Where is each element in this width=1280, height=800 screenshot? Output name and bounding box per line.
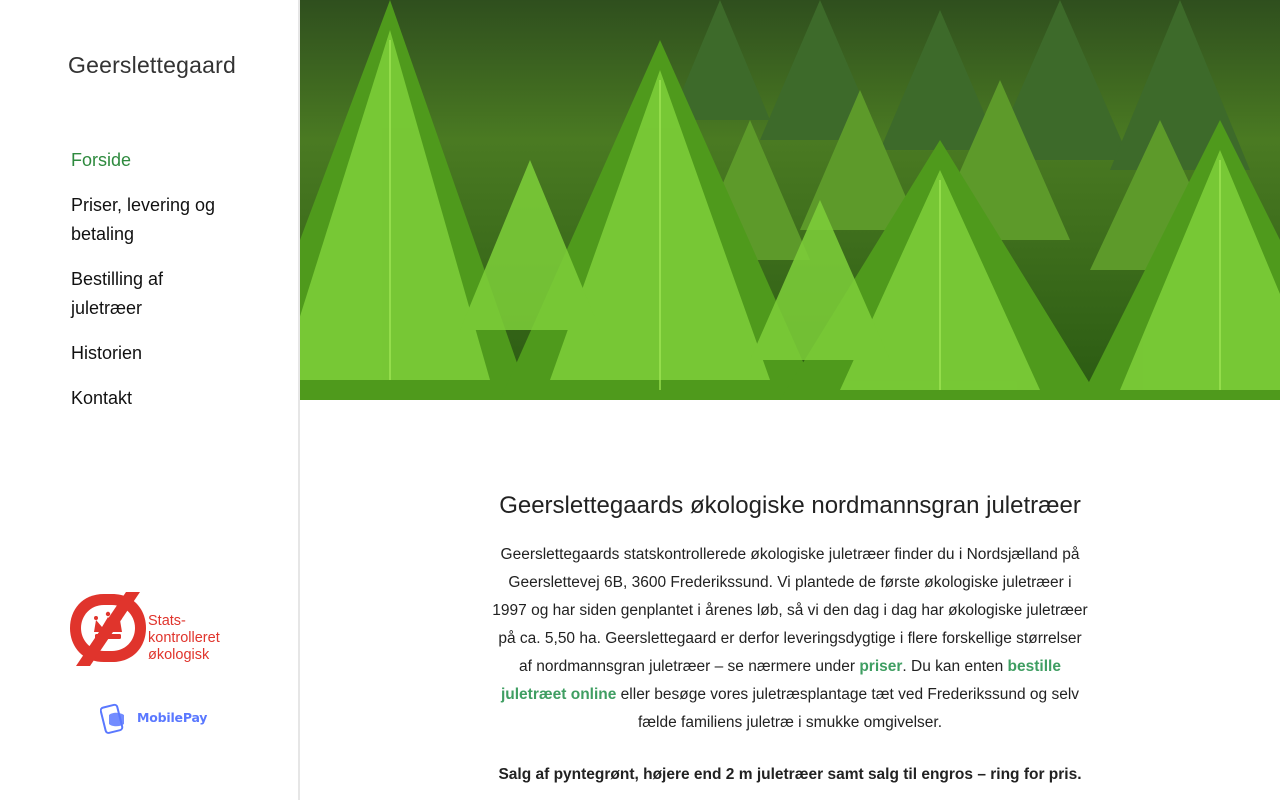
wholesale-note: Salg af pyntegrønt, højere end 2 m juletræer samt salg til engros – ring for pris. — [498, 766, 1082, 783]
intro-paragraph — [490, 541, 1090, 737]
svg-text:Stats-: Stats- — [148, 613, 186, 629]
svg-text:økologisk: økologisk — [148, 647, 210, 663]
nav-item-historien[interactable]: Historien — [71, 343, 143, 363]
sidebar — [0, 0, 300, 800]
svg-text:kontrolleret: kontrolleret — [148, 630, 220, 646]
order-online-link[interactable]: bestille juletræet online — [500, 658, 1061, 703]
organic-certification-logo — [68, 592, 238, 666]
tree-plantation-image — [300, 0, 1280, 400]
intro-text-1: Geerslettegaards statskontrollerede økologiske juletræer finder du i Nordsjælland på Geerslettevej 6B, 3600 Frederikssund. Vi plantede de første økologiske juletræer i 1997 og har siden genplantet i årenes løb, så vi den dag i dag har økologiske juletræer på ca. 5,50 ha. Geerslettegaard er derfor leveringsdygtige i flere forskellige størrelser af nordmannsgran juletræer – se nærmere under — [492, 546, 1088, 675]
intro-text-3: eller besøge vores juletræsplantage tæt ved Frederikssund og selv fælde familiens juletræ i smukke omgivelser. — [616, 686, 1080, 731]
prices-link[interactable]: priser — [859, 658, 903, 675]
hero-image-christmas-trees — [300, 0, 1280, 400]
page-heading: Geerslettegaards økologiske nordmannsgran juletræer — [499, 492, 1081, 519]
mobilepay-logo — [100, 702, 208, 736]
intro-text-2: . Du kan enten — [902, 658, 1008, 675]
mobilepay-icon — [100, 702, 134, 736]
site-title[interactable]: Geerslettegaard — [68, 52, 236, 78]
organic-logo-icon — [68, 592, 238, 666]
main-content — [490, 492, 1090, 789]
nav-item-priser[interactable]: Priser, levering og betaling — [71, 195, 216, 244]
main-nav — [71, 146, 221, 429]
nav-item-forside[interactable]: Forside — [71, 150, 132, 170]
mobilepay-label: MobilePay — [137, 710, 208, 725]
nav-item-bestilling[interactable]: Bestilling af juletræer — [71, 269, 164, 318]
nav-item-kontakt[interactable]: Kontakt — [71, 388, 133, 408]
